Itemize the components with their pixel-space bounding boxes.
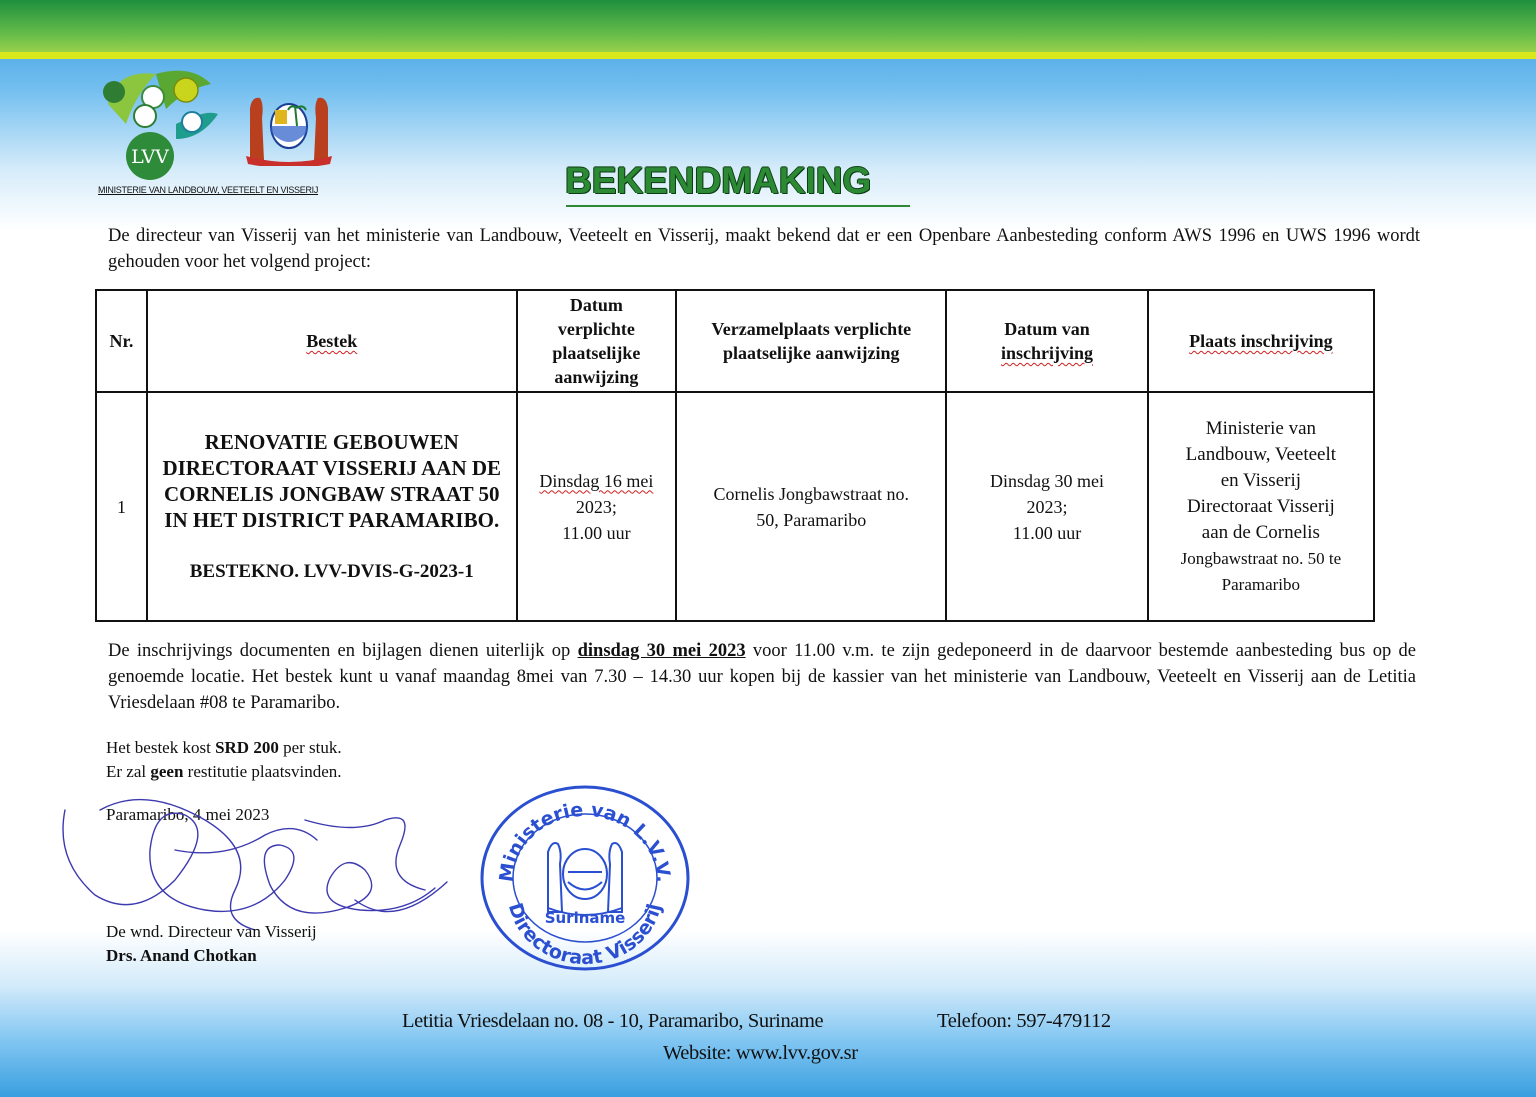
signer-name: Drs. Anand Chotkan (106, 946, 257, 965)
header-datum-aanwijzing (517, 290, 677, 392)
submission-deadline: dinsdag 30 mei 2023 (577, 641, 746, 661)
lvv-logo-text: LVV (131, 146, 169, 168)
svg-text:Ministerie van L.V.V.: Ministerie van L.V.V. (495, 798, 675, 884)
restitution-line (106, 760, 342, 784)
header-plaats-label: Plaats inschrijving (1189, 331, 1333, 351)
svg-text:Suriname: Suriname (544, 909, 626, 927)
svg-text:Directoraat Visserij: Directoraat Visserij (503, 900, 666, 970)
intro-paragraph: De directeur van Visserij van het ministerie van Landbouw, Veeteelt en Visserij, maakt bekend dat er een Openbare Aanbesteding conform AWS 1996 en UWS 1996 wordt gehouden voor het volgend project: (108, 226, 1420, 272)
header-inschrijving-line2: inschrijving (1001, 343, 1094, 363)
header-inschrijving-line1: Datum van (1004, 319, 1090, 339)
header-yellow-stripe (0, 52, 1536, 59)
price-line (106, 736, 342, 760)
bestek-title: RENOVATIE GEBOUWEN DIRECTORAAT VISSERIJ AAN DE CORNELIS JONGBAW STRAAT 50 IN HET DISTRICT PARAMARIBO. (162, 429, 502, 532)
price-block (106, 736, 342, 784)
submission-text-after: voor 11.00 v.m. te zijn gedeponeerd in de daarvoor bestemde aanbesteding bus op de genoemde locatie. Het bestek kunt u vanaf maandag 8mei van 7.30 – 14.30 uur kopen bij de kassier van het ministerie van Landbouw, Veeteelt en Visserij aan de Letitia Vriesdelaan #08 te Paramaribo. (108, 641, 1416, 713)
header-datum-line1: Datum (569, 295, 623, 315)
plaats-line6: Jongbawstraat no. 50 te (1180, 548, 1342, 568)
plaats-line4: Directoraat Visserij (1186, 495, 1335, 517)
table-row (96, 392, 1374, 621)
restitution-bold: geen (150, 762, 184, 781)
inschrijving-line2: 2023; (1026, 496, 1068, 517)
inschrijving-line1: Dinsdag 30 mei (990, 470, 1105, 491)
plaats-line2: Landbouw, Veeteelt (1185, 443, 1337, 465)
ministry-caption: MINISTERIE VAN LANDBOUW, VEETEELT EN VISSERIJ (98, 185, 319, 195)
signer-role: De wnd. Directeur van Visserij (106, 922, 317, 941)
bestek-number: BESTEKNO. LVV-DVIS-G-2023-1 (189, 560, 474, 582)
restitution-text-after: restitutie plaatsvinden. (183, 762, 342, 781)
footer-address: Letitia Vriesdelaan no. 08 - 10, Paramaribo, Suriname (402, 1010, 824, 1032)
header-nr: Nr. (96, 290, 147, 392)
submission-text-before: De inschrijvings documenten en bijlagen dienen uiterlijk op (108, 641, 578, 661)
cell-verzamelplaats (676, 392, 946, 621)
cell-plaats-inschrijving (1148, 392, 1374, 621)
official-stamp-icon (478, 782, 692, 974)
header-verzamel-line2: plaatselijke aanwijzing (723, 343, 900, 363)
header-datum-line2: verplichte (557, 319, 635, 339)
signer-block (106, 920, 317, 968)
plaats-line7: Paramaribo (1221, 574, 1301, 594)
page-title: BEKENDMAKING (565, 160, 872, 201)
cell-datum-inschrijving (946, 392, 1147, 621)
datum-line2: 2023; (575, 496, 617, 517)
header-verzamelplaats (676, 290, 946, 392)
submission-paragraph (108, 638, 1416, 716)
table-header-row (96, 290, 1374, 392)
header-verzamel-line1: Verzamelplaats verplichte (711, 319, 912, 339)
plaats-line1: Ministerie van (1205, 417, 1316, 439)
footer-phone: Telefoon: 597-479112 (937, 1010, 1111, 1032)
plaats-line3: en Visserij (1220, 469, 1302, 491)
datum-line3: 11.00 uur (562, 522, 631, 543)
verzamel-line1: Cornelis Jongbawstraat no. (713, 483, 910, 504)
price-text-after: per stuk. (278, 738, 342, 757)
coat-of-arms-icon (240, 88, 338, 166)
tender-table (95, 289, 1375, 622)
title-underline (566, 205, 910, 207)
header-bestek (147, 290, 517, 392)
cell-bestek (147, 392, 517, 621)
header-bestek-label: Bestek (306, 331, 358, 351)
lvv-logo (96, 64, 220, 184)
datum-line1: Dinsdag 16 mei (539, 470, 654, 491)
cell-nr: 1 (96, 392, 147, 621)
price-text-before: Het bestek kost (106, 738, 216, 757)
inschrijving-line3: 11.00 uur (1012, 522, 1082, 543)
plaats-line5: aan de Cornelis (1201, 521, 1320, 543)
header-datum-inschrijving (946, 290, 1147, 392)
restitution-text-before: Er zal (106, 762, 151, 781)
place-date: Paramaribo, 4 mei 2023 (106, 805, 270, 824)
header-green-band (0, 0, 1536, 52)
header-datum-line3: plaatselijke (552, 343, 641, 363)
verzamel-line2: 50, Paramaribo (756, 509, 867, 530)
cell-datum-aanwijzing (517, 392, 677, 621)
header-plaats-inschrijving (1148, 290, 1374, 392)
price-amount: SRD 200 (215, 738, 279, 757)
footer-website: Website: www.lvv.gov.sr (663, 1042, 858, 1064)
header-datum-line4: aanwijzing (554, 367, 639, 387)
